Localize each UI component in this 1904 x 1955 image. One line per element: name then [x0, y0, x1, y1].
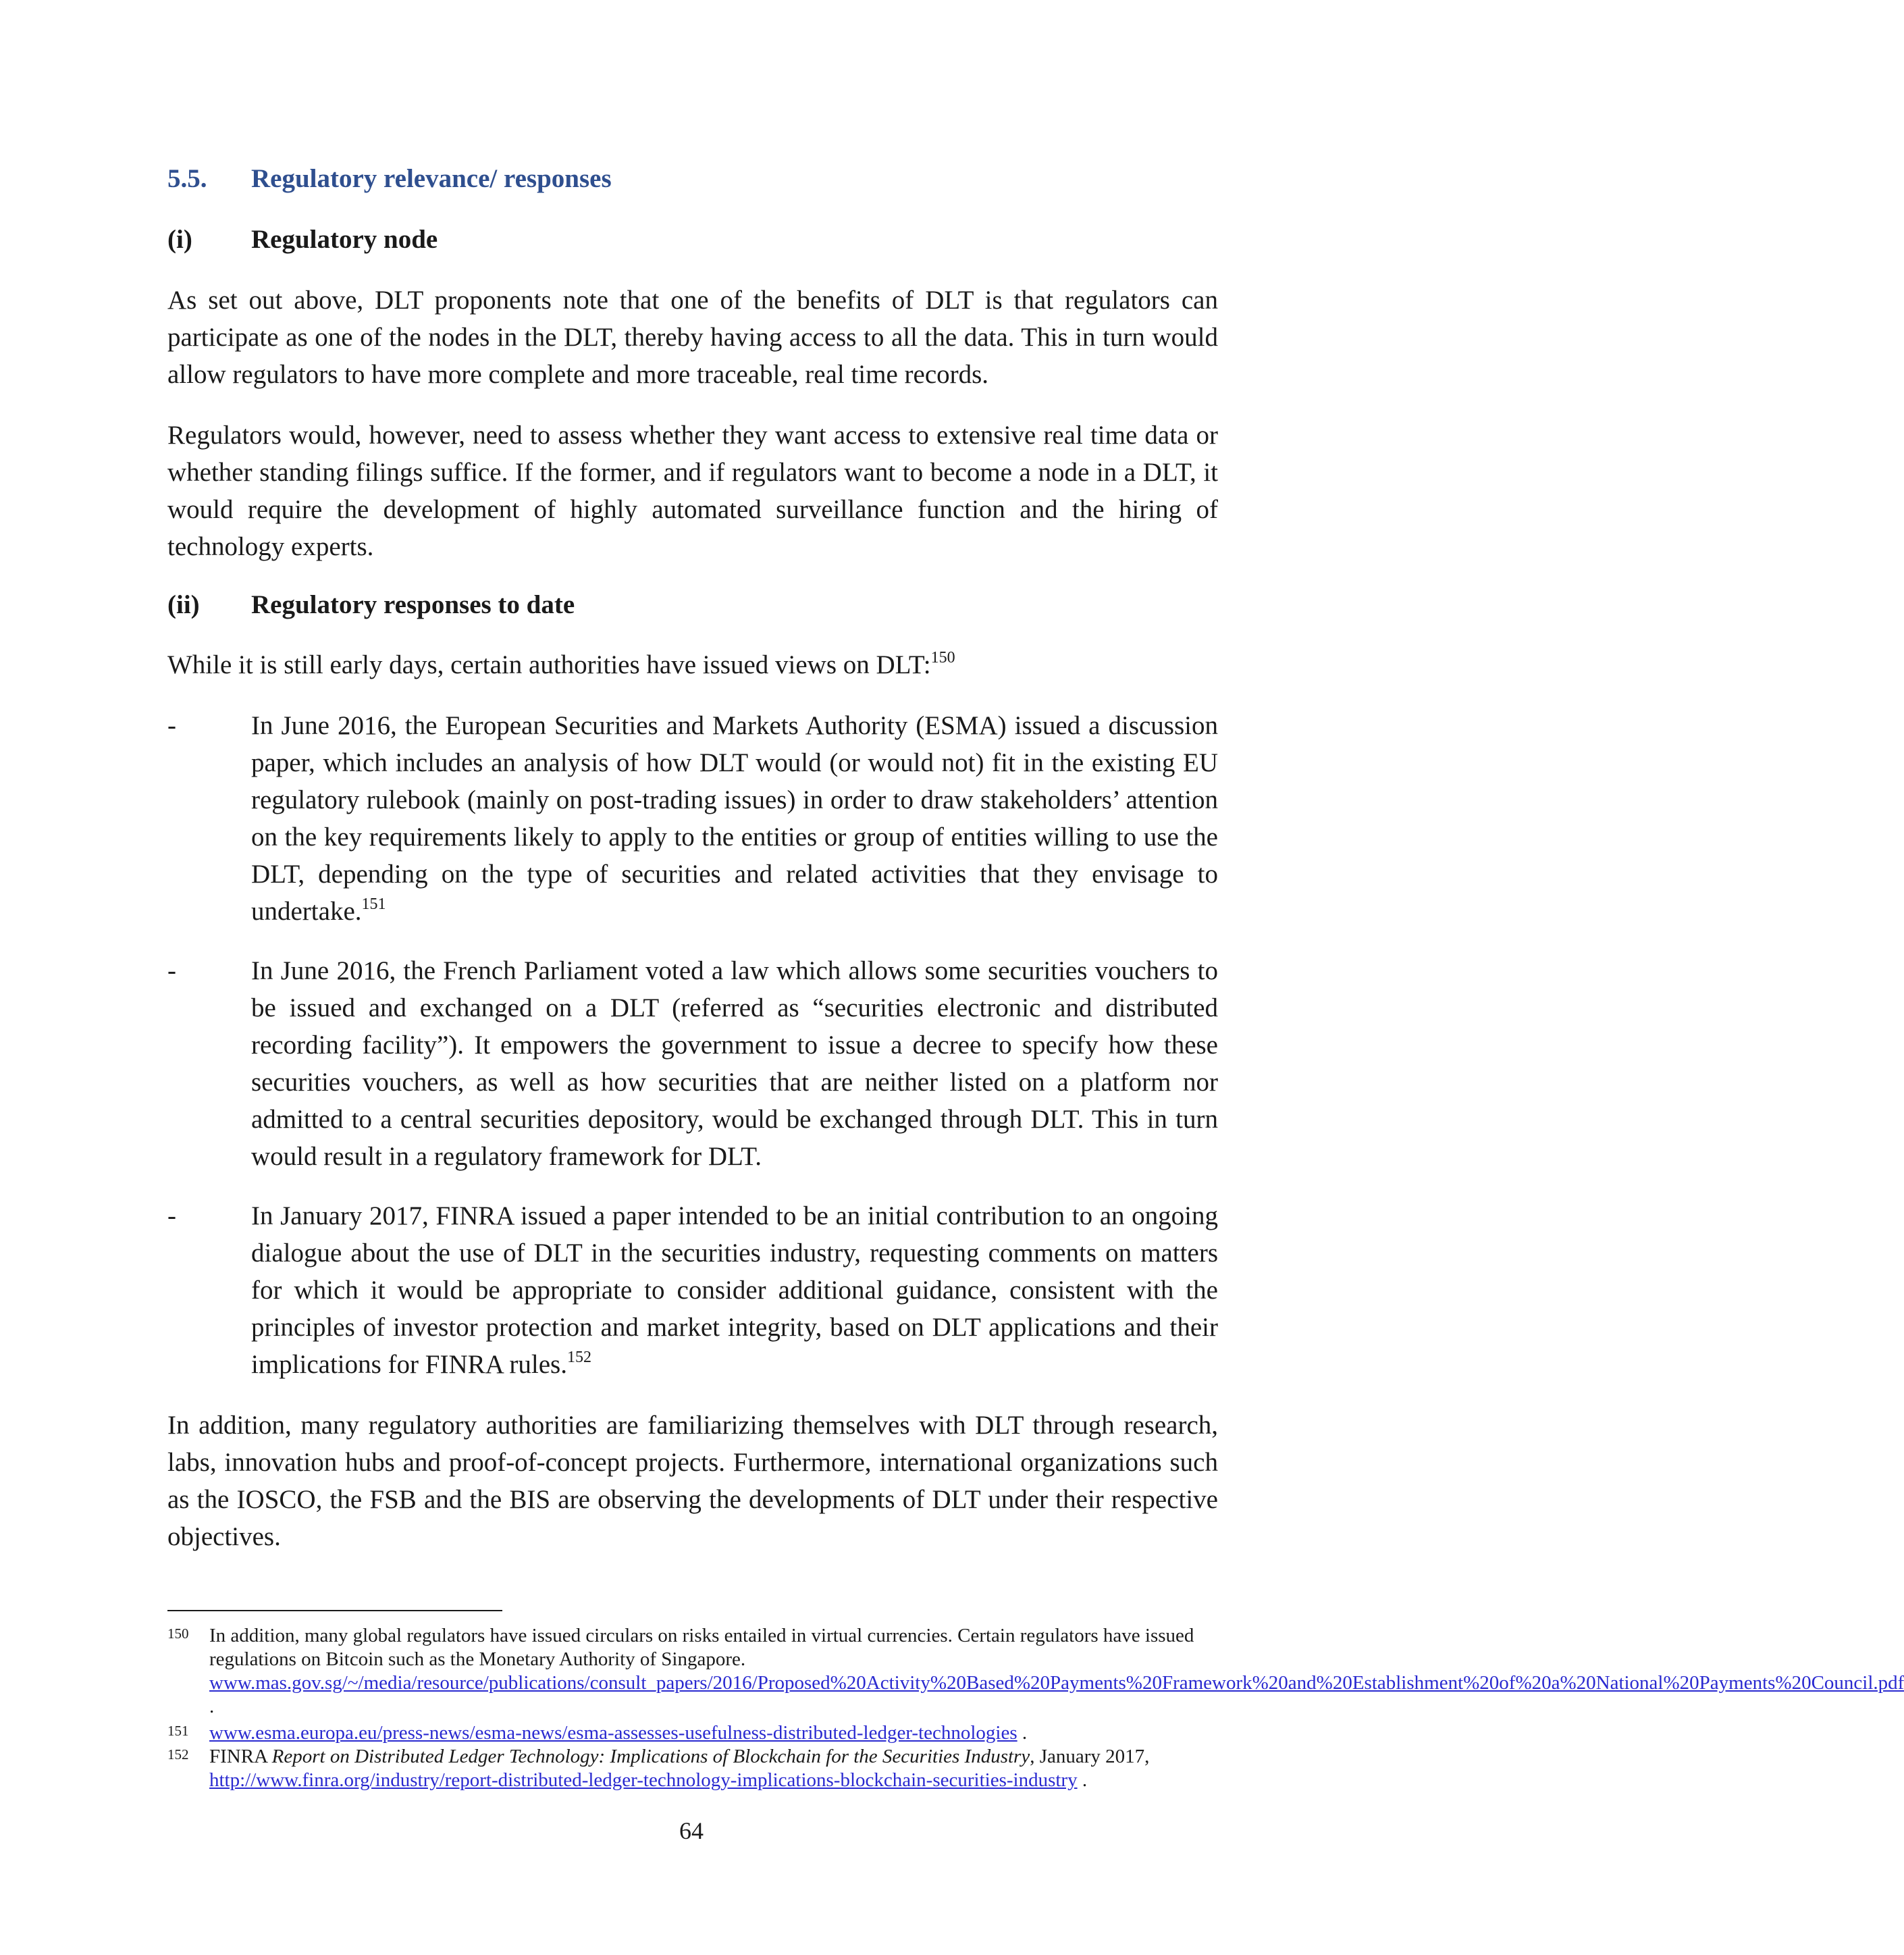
- bullet-finra: [167, 1197, 1218, 1383]
- bullet-esma: [167, 707, 1218, 930]
- footnote-number: 151: [167, 1723, 189, 1739]
- subheading-regulatory-node: [167, 224, 438, 255]
- bullet-body: [251, 707, 1218, 930]
- paragraph-regulatory-node-2: Regulators would, however, need to assess whether they want access to extensive real time data or whether standing filings suffice. If the former, and if regulators want to become a node in a DLT, it would require the development of highly automated surveillance function and the hiring of technology experts.: [167, 421, 1218, 561]
- section-number: 5.5.: [167, 164, 207, 193]
- bullet-french-parliament: [167, 952, 1218, 1175]
- footnote-after: .: [1017, 1722, 1028, 1744]
- paragraph-in-addition: In addition, many regulatory authorities are familiarizing themselves with DLT through research, labs, innovation hubs and proof-of-concept projects. Furthermore, international organizations such as the IOSCO, the FSB and the BIS are observing the developments of DLT under their respective objectives.: [167, 1411, 1218, 1551]
- bullet-body: [251, 1197, 1218, 1383]
- bullet-text: In January 2017, FINRA issued a paper intended to be an initial contribution to an ongoing dialogue about the use of DLT in the securities industry, requesting comments on matters for which it would be appropriate to consider additional guidance, consistent with the principles of investor protection and market integrity, based on DLT applications and their implications for FINRA rules.: [251, 1201, 1218, 1379]
- footnote-body: [209, 1721, 1218, 1745]
- footnote-ref-152[interactable]: 152: [566, 1349, 591, 1366]
- bullet-text: In June 2016, the European Securities and Markets Authority (ESMA) issued a discussion paper, which includes an analysis of how DLT would (or would not) fit in the existing EU regulatory rulebook (mainly on post-trading issues) in order to draw stakeholders’ attention on the key requirements likely to apply to the entities or group of entities willing to use the DLT, depending on the type of securities and related activities that they envisage to undertake.: [251, 711, 1218, 926]
- footnote-date: , January 2017,: [1030, 1746, 1150, 1767]
- footnote-ref-151[interactable]: 151: [361, 895, 386, 913]
- footnote-150: [167, 1624, 1904, 1719]
- subheading-title: Regulatory node: [251, 225, 438, 254]
- bullet-dash: -: [167, 1201, 176, 1230]
- footnote-link-esma[interactable]: www.esma.europa.eu/press-news/esma-news/esma-assesses-usefulness-distributed-ledger-technologies: [209, 1722, 1017, 1744]
- footnote-ref-150[interactable]: 150: [930, 649, 955, 667]
- subheading-title: Regulatory responses to date: [251, 590, 575, 619]
- footnote-151: [167, 1721, 1218, 1745]
- paragraph-regulatory-node-1: As set out above, DLT proponents note that one of the benefits of DLT is that regulators can participate as one of the nodes in the DLT, thereby having access to all the data. This in turn would allow regulators to have more complete and more traceable, real time records.: [167, 286, 1218, 389]
- section-heading: [167, 163, 612, 194]
- footnote-link-mas[interactable]: www.mas.gov.sg/~/media/resource/publications/consult_papers/2016/Proposed%20Activity%20Based%20Payments%20Framework%20and%20Establishment%20of%20a%20National%20Payments%20Council.pdf: [209, 1672, 1904, 1694]
- paragraph-intro-views: [167, 646, 1218, 683]
- footnote-link-finra[interactable]: http://www.finra.org/industry/report-distributed-ledger-technology-implications-blockchain-securities-industry: [209, 1769, 1078, 1791]
- footnote-body: [209, 1745, 1218, 1792]
- subheading-number: (ii): [167, 590, 200, 619]
- bullet-body: [251, 952, 1218, 1175]
- subheading-number: (i): [167, 225, 192, 254]
- footnote-separator: [167, 1610, 502, 1611]
- bullet-text: In June 2016, the French Parliament voted a law which allows some securities vouchers to be issued and exchanged on a DLT (referred as “securities electronic and distributed recording facility”). It empowers the government to issue a decree to specify how these securities vouchers, as well as how securities that are neither listed on a platform nor admitted to a central securities depository, would be exchanged through DLT. This in turn would result in a regulatory framework for DLT.: [251, 956, 1218, 1171]
- bullet-dash: -: [167, 956, 176, 985]
- footnote-report-title: Report on Distributed Ledger Technology: Implications of Blockchain for the Securities Industry: [271, 1746, 1030, 1767]
- subheading-regulatory-responses: [167, 590, 575, 620]
- footnote-152: [167, 1745, 1218, 1792]
- footnote-number: 152: [167, 1746, 189, 1763]
- paragraph-text: While it is still early days, certain authorities have issued views on DLT:: [167, 650, 931, 679]
- footnote-prefix: FINRA: [209, 1746, 272, 1767]
- footnote-after: .: [209, 1696, 215, 1717]
- footnote-after: .: [1077, 1769, 1088, 1791]
- footnote-number: 150: [167, 1625, 189, 1642]
- footnote-body: [209, 1624, 1904, 1719]
- bullet-dash: -: [167, 711, 176, 740]
- section-title: Regulatory relevance/ responses: [251, 164, 612, 193]
- footnote-text: In addition, many global regulators have issued circulars on risks entailed in virtual currencies. Certain regulators have issued regulations on Bitcoin such as the Monetary Authority of Singapore.: [209, 1625, 1194, 1670]
- page-number: 64: [679, 1817, 704, 1844]
